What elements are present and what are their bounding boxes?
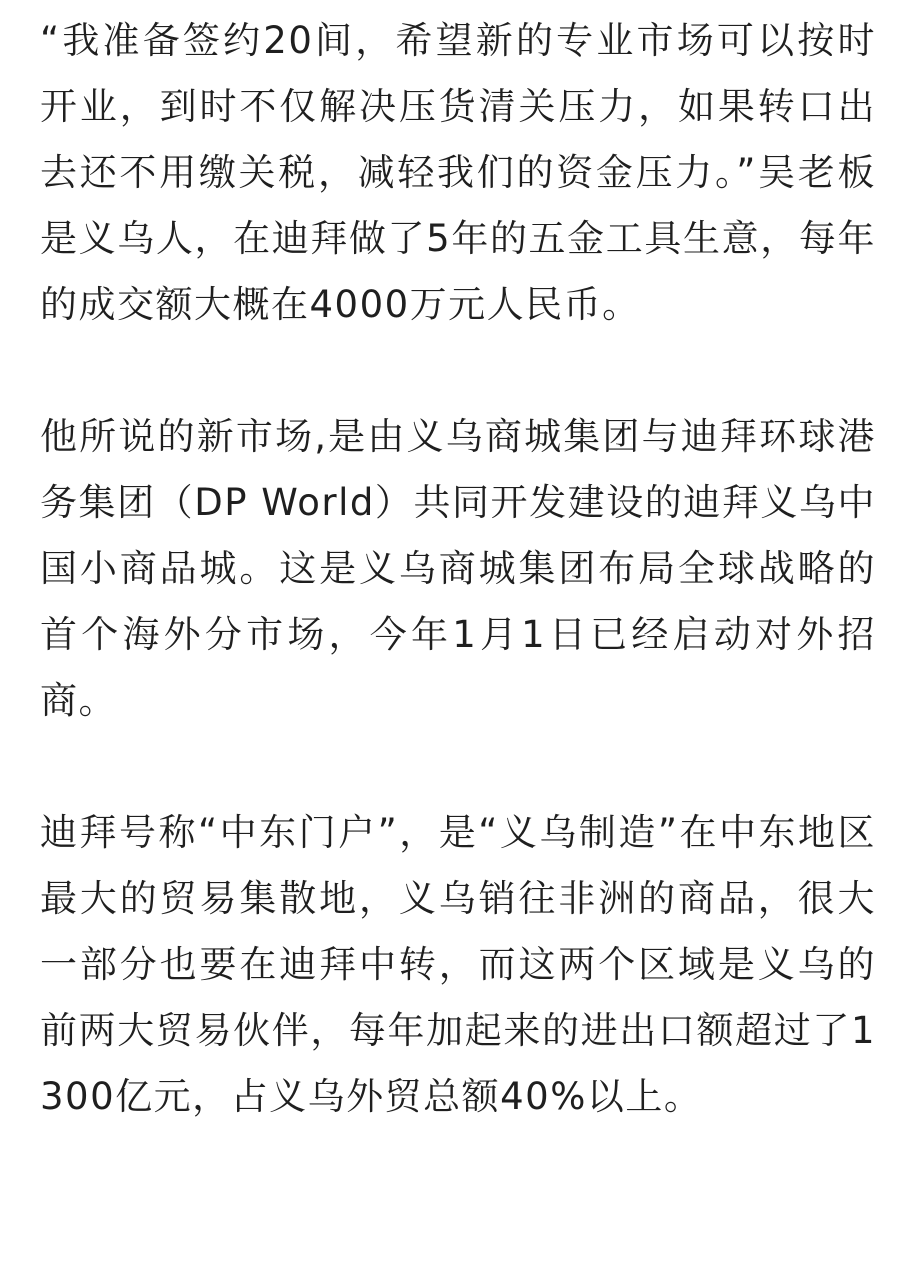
article-body (40, 8, 876, 1130)
paragraph-2: 他所说的新市场,是由义乌商城集团与迪拜环球港务集团（DP World）共同开发建设的迪拜义乌中国小商品城。这是义乌商城集团布局全球战略的首个海外分市场，今年1月1日已经启动对外招商。 (40, 415, 876, 722)
paragraph-1: “我准备签约20间，希望新的专业市场可以按时开业，到时不仅解决压货清关压力，如果转口出去还不用缴关税，减轻我们的资金压力。”吴老板是义乌人，在迪拜做了5年的五金工具生意，每年的成交额大概在4000万元人民币。 (40, 19, 876, 326)
paragraph-3: 迪拜号称“中东门户”，是“义乌制造”在中东地区最大的贸易集散地，义乌销往非洲的商品，很大一部分也要在迪拜中转，而这两个区域是义乌的前两大贸易伙伴，每年加起来的进出口额超过了1300亿元，占义乌外贸总额40%以上。 (40, 811, 876, 1118)
